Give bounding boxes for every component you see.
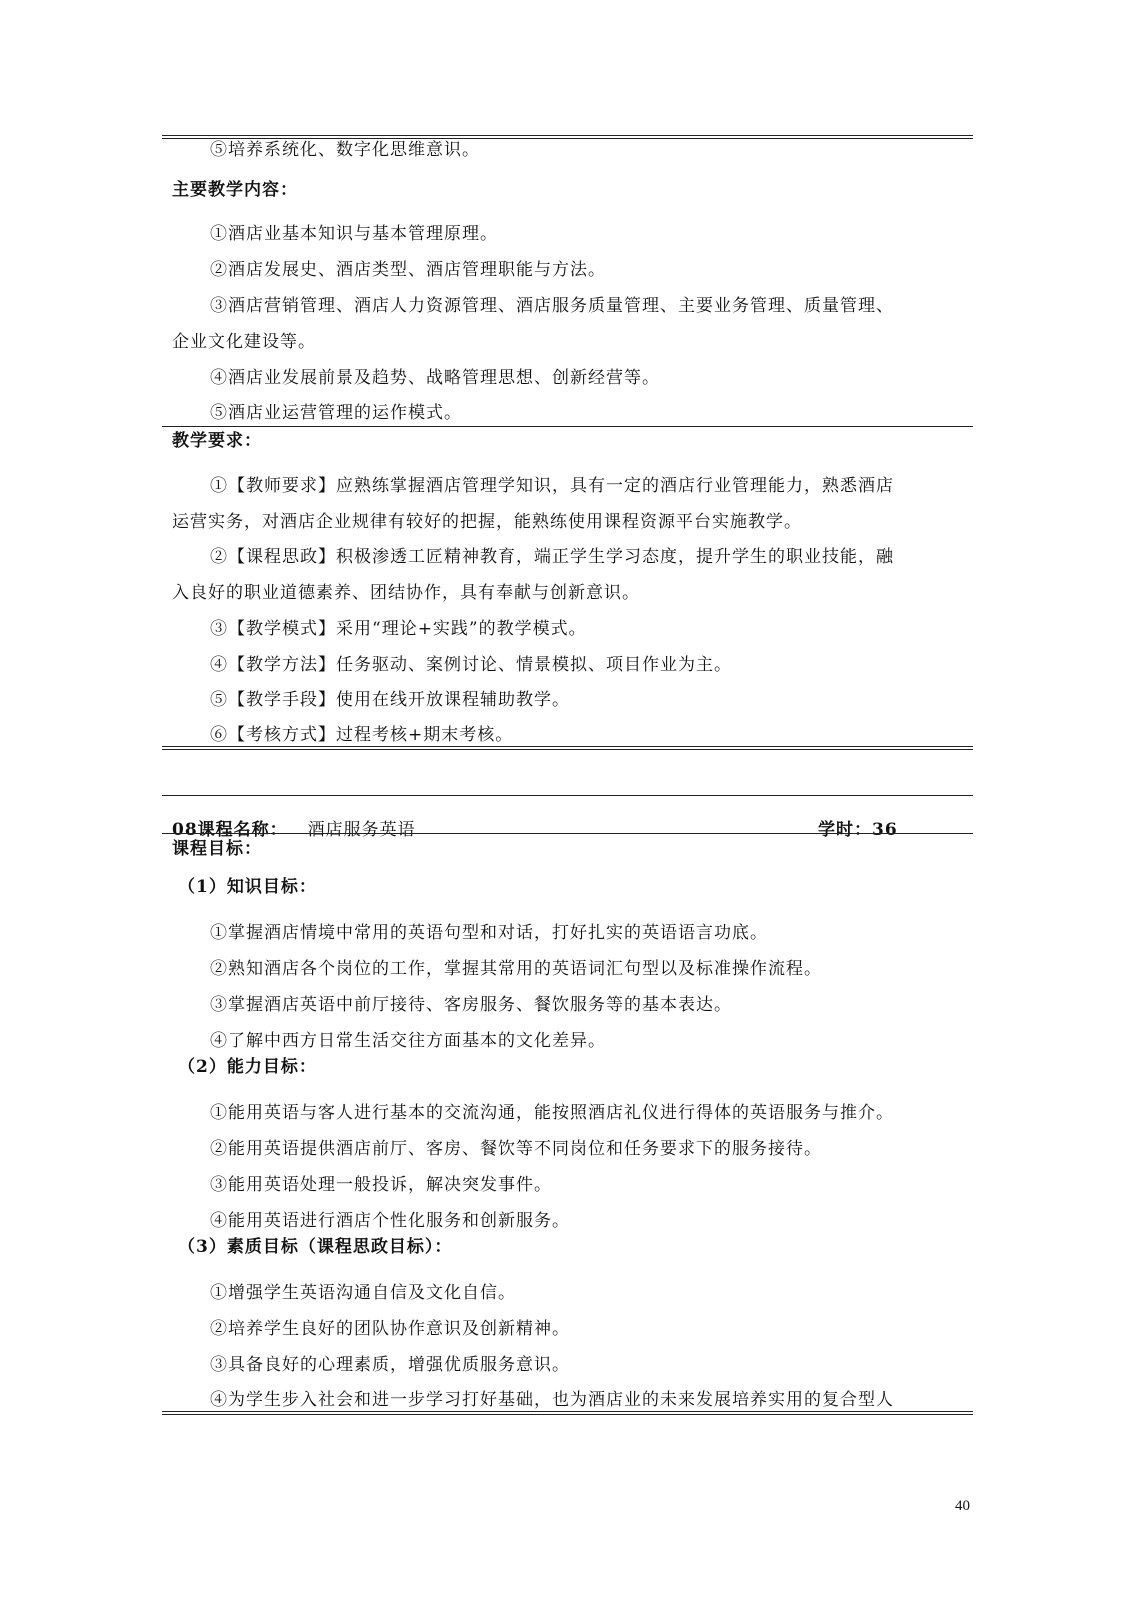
knowledge-item: ①掌握酒店情境中常用的英语句型和对话，打好扎实的英语语言功底。 [210,923,768,943]
knowledge-item: ④了解中西方日常生活交往方面基本的文化差异。 [210,1031,606,1051]
content-item: ⑤酒店业运营管理的运作模式。 [210,403,462,423]
knowledge-heading: （1）知识目标： [178,877,317,897]
requirement-item-continuation: 入良好的职业道德素养、团结协作，具有奉献与创新意识。 [172,583,640,603]
ability-item: ③能用英语处理一般投诉，解决突发事件。 [210,1175,552,1195]
course-hours: 学时：36 [818,820,898,840]
requirement-item: ⑤【教学手段】使用在线开放课程辅助教学。 [210,690,570,710]
ability-heading: （2）能力目标： [178,1057,317,1077]
course-table-top-rule [162,795,973,796]
requirement-item: ③【教学模式】采用“理论+实践”的教学模式。 [210,619,587,639]
table-bottom-rule [162,746,973,750]
quality-heading: （3）素质目标（课程思政目标）： [178,1237,453,1257]
requirement-item: ①【教师要求】应熟练掌握酒店管理学知识，具有一定的酒店行业管理能力，熟悉酒店 [210,476,894,496]
course-table-bottom-rule [162,1411,973,1415]
carry-over-line: ⑤培养系统化、数字化思维意识。 [210,140,480,160]
requirement-item: ②【课程思政】积极渗透工匠精神教育，端正学生学习态度，提升学生的职业技能，融 [210,547,894,567]
requirement-item: ⑥【考核方式】过程考核+期末考核。 [210,725,514,745]
content-heading: 主要教学内容： [172,180,298,200]
knowledge-item: ②熟知酒店各个岗位的工作，掌握其常用的英语词汇句型以及标准操作流程。 [210,959,822,979]
quality-item: ④为学生步入社会和进一步学习打好基础，也为酒店业的未来发展培养实用的复合型人 [210,1390,894,1410]
ability-item: ④能用英语进行酒店个性化服务和创新服务。 [210,1211,570,1231]
page-number: 40 [955,1498,970,1514]
ability-item: ①能用英语与客人进行基本的交流沟通，能按照酒店礼仪进行得体的英语服务与推介。 [210,1103,894,1123]
requirement-item: ④【教学方法】任务驱动、案例讨论、情景模拟、项目作业为主。 [210,655,732,675]
section-divider [162,426,973,427]
quality-item: ②培养学生良好的团队协作意识及创新精神。 [210,1319,570,1339]
course-header-row [172,819,972,843]
content-item: ①酒店业基本知识与基本管理原理。 [210,224,498,244]
content-item-continuation: 企业文化建设等。 [172,332,316,352]
quality-item: ③具备良好的心理素质，增强优质服务意识。 [210,1355,570,1375]
course-header-divider [162,833,973,834]
course-name: 酒店服务英语 [307,820,416,840]
knowledge-item: ③掌握酒店英语中前厅接待、客房服务、餐饮服务等的基本表达。 [210,995,732,1015]
requirement-item-continuation: 运营实务，对酒店企业规律有较好的把握，能熟练使用课程资源平台实施教学。 [172,512,802,532]
content-item: ③酒店营销管理、酒店人力资源管理、酒店服务质量管理、主要业务管理、质量管理、 [210,296,894,316]
content-item: ②酒店发展史、酒店类型、酒店管理职能与方法。 [210,260,606,280]
goals-heading: 课程目标： [172,839,262,859]
requirements-heading: 教学要求： [172,431,262,451]
quality-item: ①增强学生英语沟通自信及文化自信。 [210,1283,516,1303]
course-label: 08课程名称： [172,820,288,840]
ability-item: ②能用英语提供酒店前厅、客房、餐饮等不同岗位和任务要求下的服务接待。 [210,1139,822,1159]
content-item: ④酒店业发展前景及趋势、战略管理思想、创新经营等。 [210,368,660,388]
